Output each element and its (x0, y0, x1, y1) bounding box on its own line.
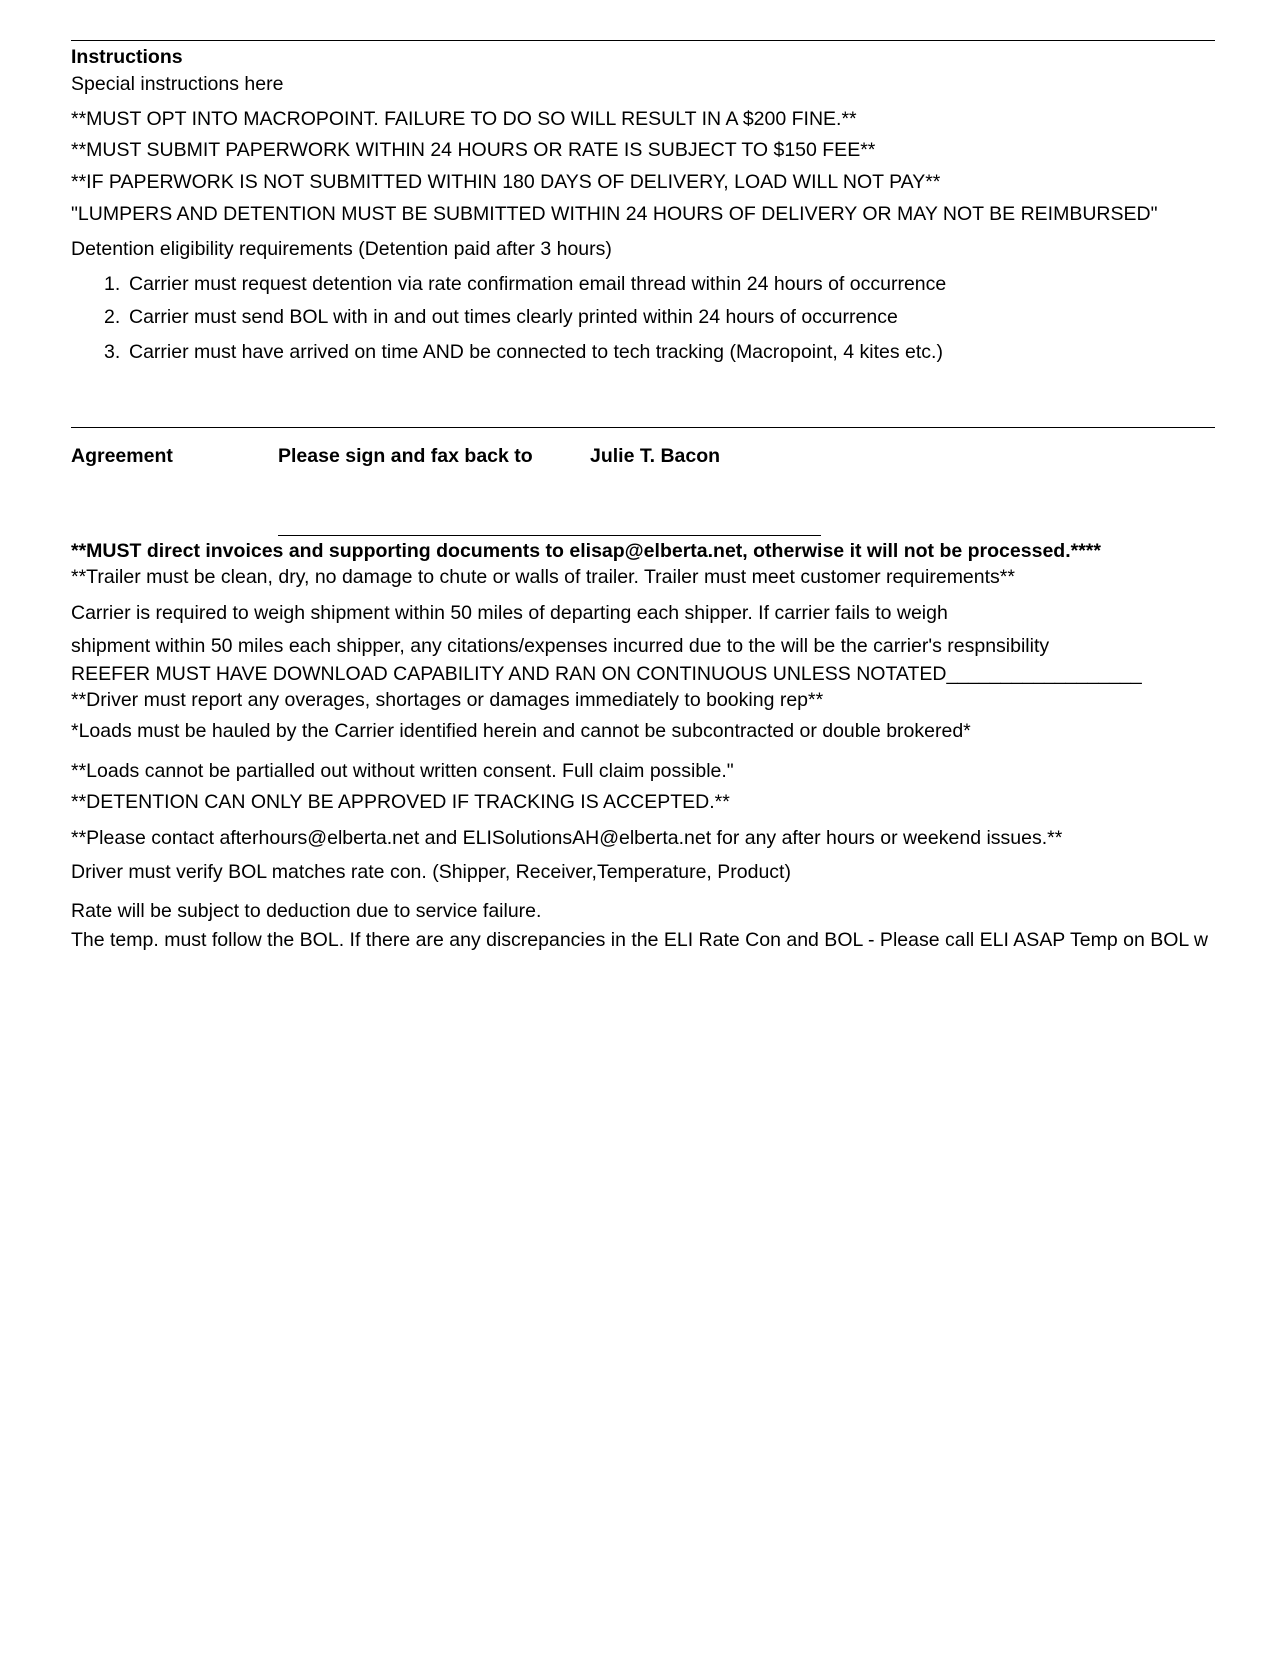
list-number: 2. (104, 306, 121, 328)
detention-intro: Detention eligibility requirements (Detention paid after 3 hours) (71, 238, 612, 260)
term-temperature: The temp. must follow the BOL. If there are any discrepancies in the ELI Rate Con and BOL - Please call ELI ASAP Temp on BOL w (71, 929, 1209, 951)
term-weigh-2: shipment within 50 miles each shipper, any citations/expenses incurred due to the will be the carrier's respnsibility (71, 635, 1050, 657)
list-text: Carrier must send BOL with in and out times clearly printed within 24 hours of occurrence (129, 306, 898, 328)
agreement-label: Agreement (71, 445, 173, 467)
term-invoices: **MUST direct invoices and supporting documents to elisap@elberta.net, otherwise it will not be processed.**** (71, 540, 1101, 562)
term-verify-bol: Driver must verify BOL matches rate con. (Shipper, Receiver,Temperature, Product) (71, 861, 791, 883)
list-number: 3. (104, 341, 121, 363)
term-weigh-1: Carrier is required to weigh shipment within 50 miles of departing each shipper. If carrier fails to weigh (71, 602, 948, 624)
special-instructions: Special instructions here (71, 73, 284, 95)
term-reefer: REEFER MUST HAVE DOWNLOAD CAPABILITY AND RAN ON CONTINUOUS UNLESS NOTATED__________________ (71, 663, 1142, 685)
term-after-hours: **Please contact afterhours@elberta.net and ELISolutionsAH@elberta.net for any after hours or weekend issues.** (71, 827, 1063, 849)
note-paperwork-180d: **IF PAPERWORK IS NOT SUBMITTED WITHIN 180 DAYS OF DELIVERY, LOAD WILL NOT PAY** (71, 171, 941, 193)
detention-item (104, 306, 898, 328)
detention-item (104, 341, 943, 363)
term-trailer: **Trailer must be clean, dry, no damage to chute or walls of trailer. Trailer must meet customer requirements** (71, 566, 1015, 588)
list-number: 1. (104, 273, 121, 295)
term-deduction: Rate will be subject to deduction due to service failure. (71, 900, 542, 922)
agreement-divider (71, 427, 1215, 428)
detention-item (104, 273, 946, 295)
sign-fax-text: Please sign and fax back to (278, 445, 533, 467)
term-partial: **Loads cannot be partialled out without written consent. Full claim possible." (71, 760, 734, 782)
contact-name: Julie T. Bacon (590, 445, 721, 467)
list-text: Carrier must have arrived on time AND be connected to tech tracking (Macropoint, 4 kites etc.) (129, 341, 943, 363)
instructions-heading: Instructions (71, 46, 183, 68)
note-macropoint: **MUST OPT INTO MACROPOINT. FAILURE TO DO SO WILL RESULT IN A $200 FINE.** (71, 108, 857, 130)
term-driver-report: **Driver must report any overages, shortages or damages immediately to booking rep** (71, 689, 824, 711)
note-lumpers: "LUMPERS AND DETENTION MUST BE SUBMITTED WITHIN 24 HOURS OF DELIVERY OR MAY NOT BE REIMBURSED" (71, 203, 1158, 225)
term-no-brokering: *Loads must be hauled by the Carrier identified herein and cannot be subcontracted or double brokered* (71, 720, 971, 742)
signature-line (278, 535, 821, 536)
top-divider (71, 40, 1215, 41)
note-paperwork-24h: **MUST SUBMIT PAPERWORK WITHIN 24 HOURS OR RATE IS SUBJECT TO $150 FEE** (71, 139, 876, 161)
term-detention-tracking: **DETENTION CAN ONLY BE APPROVED IF TRACKING IS ACCEPTED.** (71, 791, 730, 813)
list-text: Carrier must request detention via rate confirmation email thread within 24 hours of occurrence (129, 273, 947, 295)
